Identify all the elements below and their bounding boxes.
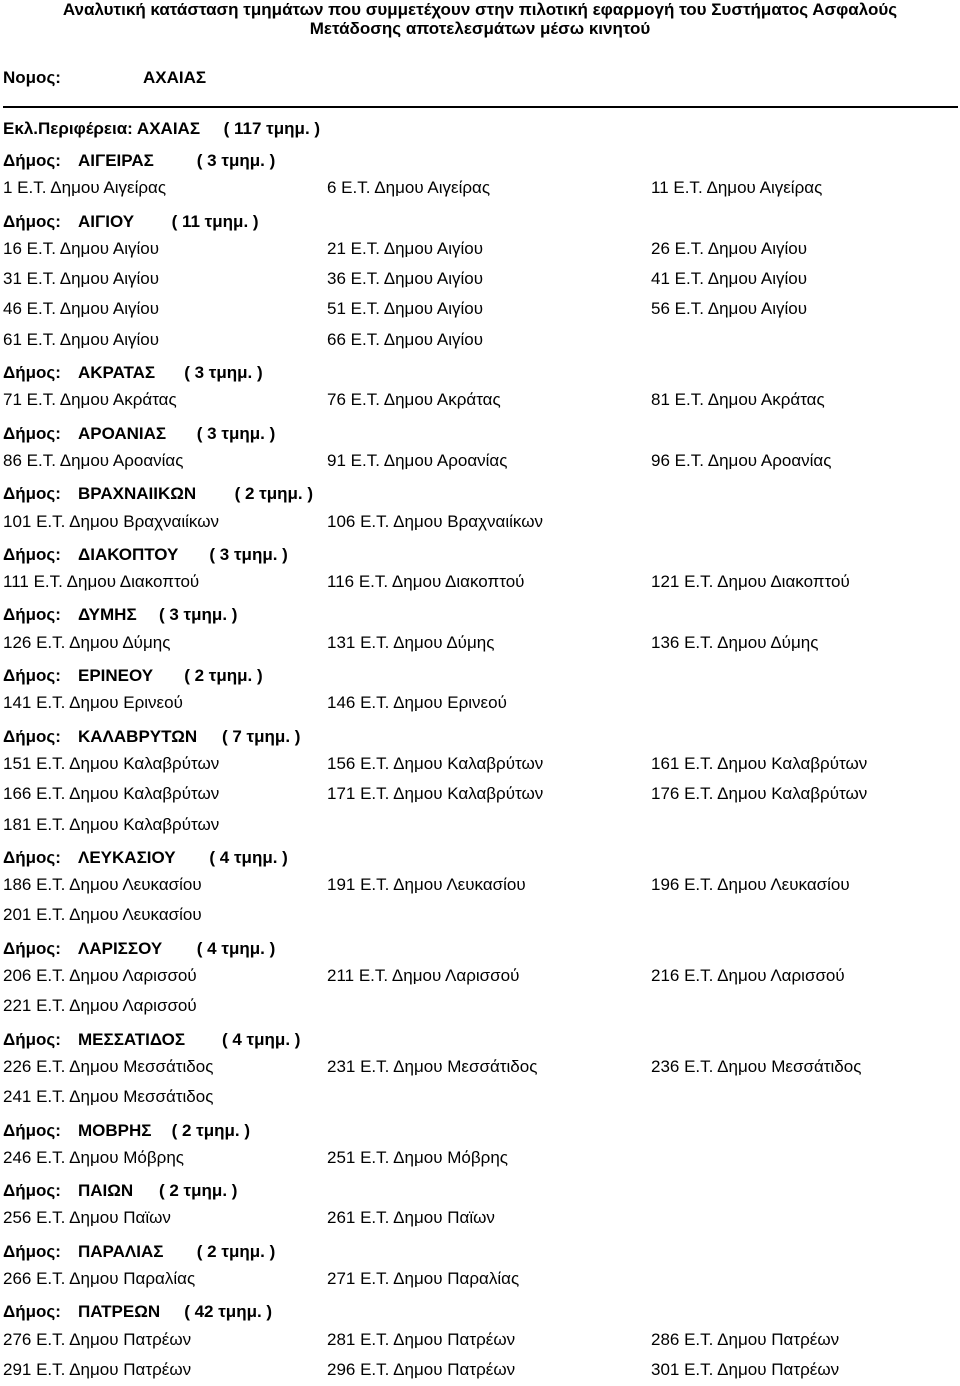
station-entry: 61 Ε.Τ. Δημου Αιγίου <box>3 329 160 349</box>
station-entry: 211 Ε.Τ. Δημου Λαρισσού <box>327 966 520 986</box>
station-entry: 21 Ε.Τ. Δημου Αιγίου <box>327 238 484 258</box>
station-entry: 6 Ε.Τ. Δημου Αιγείρας <box>327 178 491 198</box>
station-row <box>3 629 958 659</box>
station-row <box>3 508 958 538</box>
demos-name: ΜΟΒΡΗΣ <box>78 1120 152 1140</box>
demos-count: ( 4 τμημ. ) <box>222 1029 301 1049</box>
station-entry: 281 Ε.Τ. Δημου Πατρέων <box>327 1329 516 1349</box>
station-entry: 181 Ε.Τ. Δημου Καλαβρύτων <box>3 814 220 834</box>
station-row <box>3 901 958 931</box>
station-entry: 171 Ε.Τ. Δημου Καλαβρύτων <box>327 784 544 804</box>
station-entry: 86 Ε.Τ. Δημου Αροανίας <box>3 450 184 470</box>
station-entry: 141 Ε.Τ. Δημου Ερινεού <box>3 693 183 713</box>
demos-count: ( 4 τμημ. ) <box>209 847 288 867</box>
demos-header <box>3 1295 958 1325</box>
demos-label: Δήμος: <box>3 1241 61 1261</box>
nomos-value: ΑΧΑΙΑΣ <box>143 68 207 87</box>
demos-label: Δήμος: <box>3 151 61 170</box>
demos-name: ΕΡΙΝΕΟΥ <box>78 666 154 686</box>
header-divider <box>3 106 958 108</box>
demos-header <box>3 841 958 871</box>
demos-count: ( 2 τμημ. ) <box>234 484 314 504</box>
demos-name: ΑΡΟΑΝΙΑΣ <box>78 423 167 443</box>
demos-name: ΜΕΣΣΑΤΙΔΟΣ <box>78 1029 186 1049</box>
station-entry: 191 Ε.Τ. Δημου Λευκασίου <box>327 875 526 895</box>
station-entry: 91 Ε.Τ. Δημου Αροανίας <box>327 450 508 470</box>
station-entry: 106 Ε.Τ. Δημου Βραχναιίκων <box>327 511 543 531</box>
station-row <box>3 295 958 325</box>
station-row <box>3 174 958 204</box>
station-entry: 71 Ε.Τ. Δημου Ακράτας <box>3 390 177 410</box>
demos-label: Δήμος: <box>3 1302 61 1322</box>
station-row <box>3 326 958 356</box>
station-entry: 46 Ε.Τ. Δημου Αιγίου <box>3 299 160 319</box>
demos-header <box>3 1174 958 1204</box>
station-entry: 196 Ε.Τ. Δημου Λευκασίου <box>651 875 850 895</box>
demos-count: ( 3 τμημ. ) <box>196 151 276 170</box>
demos-name: ΑΙΓΙΟΥ <box>78 211 135 231</box>
station-row <box>3 265 958 295</box>
station-entry: 296 Ε.Τ. Δημου Πατρέων <box>327 1359 516 1379</box>
demos-header <box>3 1023 958 1053</box>
demos-header <box>3 932 958 962</box>
demos-label: Δήμος: <box>3 544 61 564</box>
demos-count: ( 42 τμημ. ) <box>184 1302 273 1322</box>
demos-header <box>3 720 958 750</box>
demos-header <box>3 417 958 447</box>
station-entry: 176 Ε.Τ. Δημου Καλαβρύτων <box>651 784 868 804</box>
station-entry: 76 Ε.Τ. Δημου Ακράτας <box>327 390 501 410</box>
demos-count: ( 2 τμημ. ) <box>159 1181 238 1201</box>
demos-name: ΑΚΡΑΤΑΣ <box>78 363 156 383</box>
station-entry: 166 Ε.Τ. Δημου Καλαβρύτων <box>3 784 220 804</box>
demos-header <box>3 356 958 386</box>
station-entry: 186 Ε.Τ. Δημου Λευκασίου <box>3 875 202 895</box>
station-entry: 156 Ε.Τ. Δημου Καλαβρύτων <box>327 753 544 773</box>
demos-count: ( 3 τμημ. ) <box>209 544 288 564</box>
station-row <box>3 689 958 719</box>
demos-count: ( 2 τμημ. ) <box>184 666 263 686</box>
station-entry: 121 Ε.Τ. Δημου Διακοπτού <box>651 572 850 592</box>
demos-label: Δήμος: <box>3 938 61 958</box>
demos-label: Δήμος: <box>3 423 61 443</box>
station-entry: 271 Ε.Τ. Δημου Παραλίας <box>327 1268 520 1288</box>
station-entry: 81 Ε.Τ. Δημου Ακράτας <box>651 390 825 410</box>
demos-label: Δήμος: <box>3 484 61 504</box>
station-entry: 216 Ε.Τ. Δημου Λαρισσού <box>651 966 845 986</box>
demos-label: Δήμος: <box>3 1120 61 1140</box>
station-row <box>3 871 958 901</box>
station-entry: 1 Ε.Τ. Δημου Αιγείρας <box>3 178 167 198</box>
demos-name: ΠΑΤΡΕΩΝ <box>78 1302 161 1322</box>
demos-count: ( 2 τμημ. ) <box>196 1241 276 1261</box>
demos-name: ΑΙΓΕΙΡΑΣ <box>78 151 154 170</box>
station-entry: 206 Ε.Τ. Δημου Λαρισσού <box>3 966 197 986</box>
station-entry: 221 Ε.Τ. Δημου Λαρισσού <box>3 996 197 1016</box>
demos-header <box>3 1235 958 1265</box>
demos-header <box>3 1114 958 1144</box>
demos-header <box>3 659 958 689</box>
station-entry: 286 Ε.Τ. Δημου Πατρέων <box>651 1329 840 1349</box>
station-row <box>3 1144 958 1174</box>
demos-header <box>3 477 958 507</box>
report-title-line1: Αναλυτική κατάσταση τμημάτων που συμμετέχουν στην πιλοτική εφαρμογή του Συστήματος Ασφαλούς <box>62 0 898 19</box>
station-entry: 231 Ε.Τ. Δημου Μεσσάτιδος <box>327 1056 538 1076</box>
demos-count: ( 3 τμημ. ) <box>159 605 238 625</box>
station-row <box>3 1356 958 1386</box>
demos-name: ΔΥΜΗΣ <box>78 605 137 625</box>
demos-label: Δήμος: <box>3 363 61 383</box>
station-row <box>3 1326 958 1356</box>
station-entry: 201 Ε.Τ. Δημου Λευκασίου <box>3 905 202 925</box>
station-entry: 41 Ε.Τ. Δημου Αιγίου <box>651 269 808 289</box>
station-entry: 126 Ε.Τ. Δημου Δύμης <box>3 632 171 652</box>
station-row <box>3 1204 958 1234</box>
station-entry: 301 Ε.Τ. Δημου Πατρέων <box>651 1359 840 1379</box>
station-entry: 256 Ε.Τ. Δημου Παϊων <box>3 1208 171 1228</box>
demos-name: ΚΑΛΑΒΡΥΤΩΝ <box>78 726 198 746</box>
station-entry: 96 Ε.Τ. Δημου Αροανίας <box>651 450 832 470</box>
demos-count: ( 4 τμημ. ) <box>196 938 276 958</box>
station-entry: 111 Ε.Τ. Δημου Διακοπτού <box>3 572 200 592</box>
demos-name: ΠΑΡΑΛΙΑΣ <box>78 1241 164 1261</box>
station-entry: 56 Ε.Τ. Δημου Αιγίου <box>651 299 808 319</box>
station-entry: 51 Ε.Τ. Δημου Αιγίου <box>327 299 484 319</box>
station-entry: 276 Ε.Τ. Δημου Πατρέων <box>3 1329 192 1349</box>
station-row <box>3 1265 958 1295</box>
station-entry: 161 Ε.Τ. Δημου Καλαβρύτων <box>651 753 868 773</box>
station-row <box>3 447 958 477</box>
demos-label: Δήμος: <box>3 1181 61 1201</box>
demos-label: Δήμος: <box>3 211 61 231</box>
demos-count: ( 11 τμημ. ) <box>171 211 259 231</box>
station-entry: 236 Ε.Τ. Δημου Μεσσάτιδος <box>651 1056 862 1076</box>
demos-name: ΛΕΥΚΑΣΙΟΥ <box>78 847 176 867</box>
demos-label: Δήμος: <box>3 666 61 686</box>
station-entry: 146 Ε.Τ. Δημου Ερινεού <box>327 693 507 713</box>
station-row <box>3 962 958 992</box>
station-entry: 36 Ε.Τ. Δημου Αιγίου <box>327 269 484 289</box>
station-entry: 251 Ε.Τ. Δημου Μόβρης <box>327 1147 508 1167</box>
demos-name: ΠΑΙΩΝ <box>78 1181 134 1201</box>
station-row <box>3 568 958 598</box>
report-title-line2: Μετάδοσης αποτελεσμάτων μέσω κινητού <box>309 19 651 38</box>
station-entry: 136 Ε.Τ. Δημου Δύμης <box>651 632 819 652</box>
demos-label: Δήμος: <box>3 726 61 746</box>
demos-count: ( 7 τμημ. ) <box>222 726 301 746</box>
station-row <box>3 780 958 810</box>
station-entry: 261 Ε.Τ. Δημου Παϊων <box>327 1208 495 1228</box>
station-list <box>3 144 958 1386</box>
nomos-line <box>3 68 960 88</box>
station-row <box>3 1053 958 1083</box>
station-entry: 151 Ε.Τ. Δημου Καλαβρύτων <box>3 753 220 773</box>
station-entry: 11 Ε.Τ. Δημου Αιγείρας <box>651 178 823 198</box>
station-entry: 66 Ε.Τ. Δημου Αιγίου <box>327 329 484 349</box>
demos-count: ( 3 τμημ. ) <box>184 363 263 383</box>
ekl-perifereia: Εκλ.Περιφέρεια: ΑΧΑΙΑΣ ( 117 τμημ. ) <box>3 119 321 138</box>
station-entry: 241 Ε.Τ. Δημου Μεσσάτιδος <box>3 1087 214 1107</box>
station-row <box>3 386 958 416</box>
station-entry: 291 Ε.Τ. Δημου Πατρέων <box>3 1359 192 1379</box>
demos-label: Δήμος: <box>3 1029 61 1049</box>
station-row <box>3 811 958 841</box>
station-entry: 116 Ε.Τ. Δημου Διακοπτού <box>327 572 525 592</box>
station-entry: 131 Ε.Τ. Δημου Δύμης <box>327 632 495 652</box>
station-row <box>3 750 958 780</box>
station-row <box>3 235 958 265</box>
station-entry: 31 Ε.Τ. Δημου Αιγίου <box>3 269 160 289</box>
demos-name: ΛΑΡΙΣΣΟΥ <box>78 938 163 958</box>
demos-name: ΒΡΑΧΝΑΙΙΚΩΝ <box>78 484 197 504</box>
station-row <box>3 992 958 1022</box>
demos-header <box>3 205 958 235</box>
station-entry: 246 Ε.Τ. Δημου Μόβρης <box>3 1147 184 1167</box>
station-entry: 266 Ε.Τ. Δημου Παραλίας <box>3 1268 196 1288</box>
station-entry: 226 Ε.Τ. Δημου Μεσσάτιδος <box>3 1056 214 1076</box>
demos-count: ( 3 τμημ. ) <box>196 423 276 443</box>
station-entry: 26 Ε.Τ. Δημου Αιγίου <box>651 238 808 258</box>
demos-label: Δήμος: <box>3 847 61 867</box>
demos-count: ( 2 τμημ. ) <box>171 1120 251 1140</box>
demos-name: ΔΙΑΚΟΠΤΟΥ <box>78 544 179 564</box>
nomos-label: Νομος: <box>3 68 61 87</box>
demos-header <box>3 598 958 628</box>
demos-label: Δήμος: <box>3 605 61 625</box>
demos-header <box>3 538 958 568</box>
demos-header <box>3 144 958 174</box>
station-entry: 101 Ε.Τ. Δημου Βραχναιίκων <box>3 511 219 531</box>
station-entry: 16 Ε.Τ. Δημου Αιγίου <box>3 238 160 258</box>
station-row <box>3 1083 958 1113</box>
